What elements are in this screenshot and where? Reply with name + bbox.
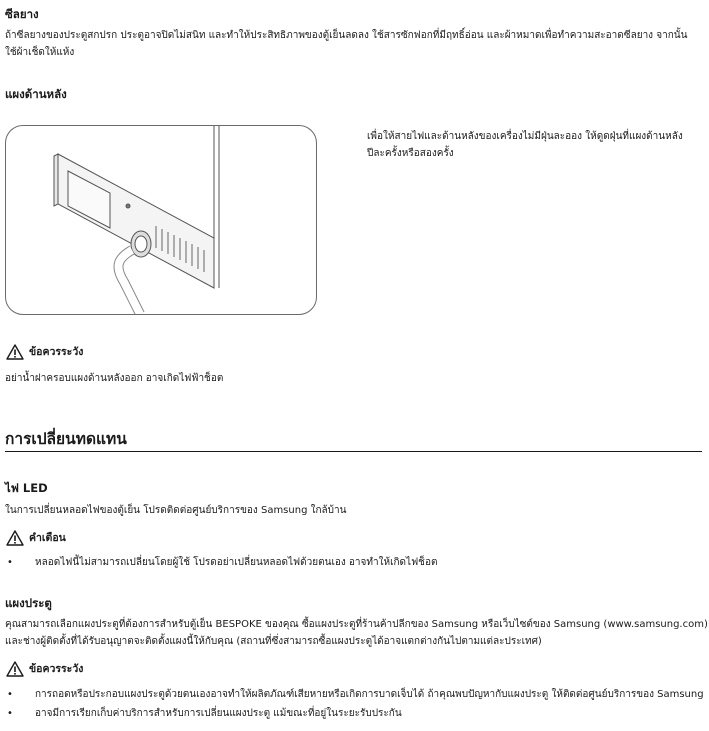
bullet-marker: • <box>7 708 13 719</box>
door-panel-text-line2: และช่างผู้ติดตั้งที่ได้รับอนุญาตจะติดตั้งแผงนี้ให้กับคุณ (สถานที่ซึ่งสามารถซื้อแผงประตูได้อาจแตกต่างกันไปตามแต่ละประเทศ) <box>5 636 542 647</box>
replacement-heading: การเปลี่ยนทดแทน <box>5 430 127 448</box>
rear-panel-text-line2: ปีละครั้งหรือสองครั้ง <box>367 148 454 159</box>
warning-triangle-icon <box>6 344 24 360</box>
gasket-heading: ซีลยาง <box>5 7 39 21</box>
led-warning-bullet1: หลอดไฟนี้ไม่สามารถเปลี่ยนโดยผู้ใช้ โปรดอย่าเปลี่ยนหลอดไฟด้วยตนเอง อาจทำให้เกิดไฟช็อต <box>35 557 438 568</box>
list-item <box>5 705 402 722</box>
section-divider <box>5 451 702 452</box>
rear-panel-caution-text: อย่าน้ำฝาครอบแผงด้านหลังออก อาจเกิดไฟฟ้าช็อต <box>5 373 224 384</box>
door-panel-caution-bullet2: อาจมีการเรียกเก็บค่าบริการสำหรับการเปลี่ยนแผงประตู แม้ขณะที่อยู่ในระยะรับประกัน <box>35 708 402 719</box>
rear-panel-text-line1: เพื่อให้สายไฟและด้านหลังของเครื่องไม่มีฝุ่นละออง ให้ดูดฝุ่นที่แผงด้านหลัง <box>367 131 683 142</box>
gasket-text-line2: ใช้ผ้าเช็ดให้แห้ง <box>5 47 75 58</box>
rear-panel-heading: แผงด้านหลัง <box>5 87 67 101</box>
gasket-text-line1: ถ้าซีลยางของประตูสกปรก ประตูอาจปิดไม่สนิท และทำให้ประสิทธิภาพของตู้เย็นลดลง ใช้สารซักฟอกที่มีฤทธิ์อ่อน และผ้าหมาดเพื่อทำความสะอาดซีลยาง จากนั้น <box>5 30 688 41</box>
caution-title: ข้อควรระวัง <box>29 663 84 675</box>
rear-panel-caution-header <box>6 343 83 360</box>
led-warning-header <box>6 529 66 546</box>
door-panel-heading: แผงประตู <box>5 596 52 610</box>
list-item <box>5 686 704 703</box>
bullet-marker: • <box>7 557 13 568</box>
caution-title: ข้อควรระวัง <box>29 346 84 358</box>
door-panel-caution-header <box>6 660 83 677</box>
list-item <box>5 554 437 571</box>
warning-title: คำเตือน <box>29 532 66 544</box>
rear-panel-illustration <box>5 125 317 315</box>
bullet-marker: • <box>7 689 13 700</box>
warning-triangle-icon <box>6 661 24 677</box>
led-text: ในการเปลี่ยนหลอดไฟของตู้เย็น โปรดติดต่อศูนย์บริการของ Samsung ใกล้บ้าน <box>5 505 347 516</box>
door-panel-caution-bullet1: การถอดหรือประกอบแผงประตูด้วยตนเองอาจทำให้ผลิตภัณฑ์เสียหายหรือเกิดการบาดเจ็บได้ ถ้าคุณพบปัญหากับแผงประตู ให้ติดต่อศูนย์บริการของ Samsung <box>35 689 704 700</box>
led-heading: ไฟ LED <box>5 481 48 495</box>
refrigerator-back-illustration <box>6 126 316 314</box>
door-panel-text-line1: คุณสามารถเลือกแผงประตูที่ต้องการสำหรับตู้เย็น BESPOKE ของคุณ ซื้อแผงประตูที่ร้านค้าปลีกของ Samsung หรือเว็บไซต์ของ Samsung (www.samsung.com) <box>5 619 708 630</box>
warning-triangle-icon <box>6 530 24 546</box>
